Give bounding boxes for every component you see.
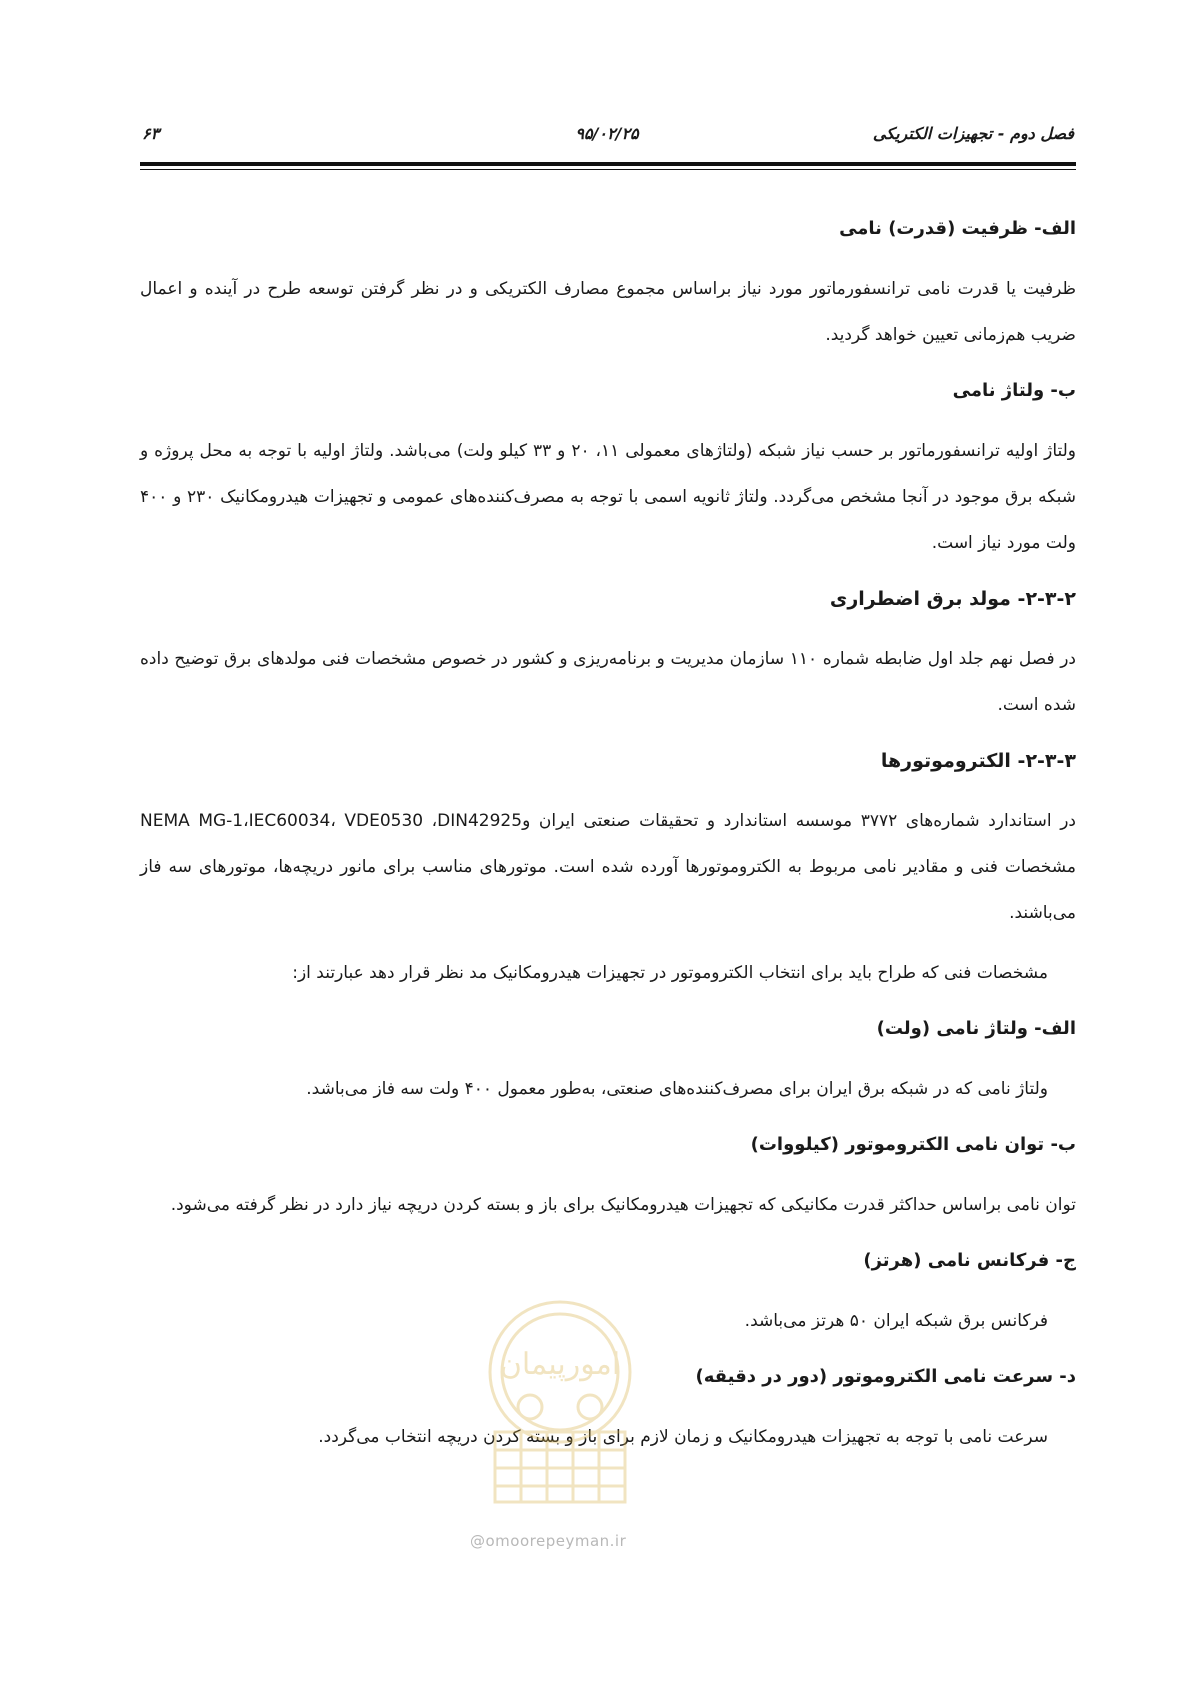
header-rule-thin (140, 169, 1076, 170)
paragraph-rated-voltage: ولتاژ اولیه ترانسفورماتور بر حسب نیاز شبکه (ولتاژهای معمولی ۱۱، ۲۰ و ۳۳ کیلو ولت) می‌باشد. ولتاژ اولیه با توجه به محل پروژه و شبکه برق موجود در آنجا مشخص می‌گردد. ولتاژ ثانویه اسمی با توجه به مصرف‌کننده‌های عمومی و تجهیزات هیدرومکانیک ۲۳۰ و ۴۰۰ ولت مورد نیاز است. (140, 441, 1077, 553)
heading-rated-capacity: الف- ظرفیت (قدرت) نامی (839, 218, 1076, 239)
paragraph-emergency-generator: در فصل نهم جلد اول ضابطه شماره ۱۱۰ سازمان مدیریت و برنامه‌ریزی و کشور در خصوص مشخصات فنی مولدهای برق توضیح داده شده است. (140, 649, 1076, 715)
paragraph-rated-power: توان نامی براساس حداکثر قدرت مکانیکی که تجهیزات هیدرومکانیک برای باز و بسته کردن دریچه نیاز دارد در نظر گرفته می‌شود. (170, 1195, 1076, 1215)
page-header (140, 124, 1074, 154)
heading-rated-frequency: ج- فرکانس نامی (هرتز) (863, 1250, 1076, 1271)
paragraph-rated-frequency: فرکانس برق شبکه ایران ۵۰ هرتز می‌باشد. (744, 1311, 1048, 1331)
chapter-title: فصل دوم - تجهیزات الکتریکی (872, 124, 1074, 143)
page-number: ۶۳ (142, 124, 160, 143)
heading-rated-speed: د- سرعت نامی الکتروموتور (دور در دقیقه) (695, 1366, 1076, 1387)
heading-rated-voltage: ب- ولتاژ نامی (952, 380, 1076, 401)
paragraph-rated-voltage-volt: ولتاژ نامی که در شبکه برق ایران برای مصرف‌کننده‌های صنعتی، به‌طور معمول ۴۰۰ ولت سه فاز می‌باشد. (306, 1079, 1048, 1099)
header-rule-thick (140, 162, 1076, 166)
revision-date: ۹۵/۰۲/۲۵ (575, 124, 639, 143)
heading-rated-voltage-volt: الف- ولتاژ نامی (ولت) (876, 1018, 1076, 1039)
watermark-logo-icon (455, 1282, 665, 1522)
heading-emergency-generator: ۲-۳-۲- مولد برق اضطراری (829, 588, 1076, 610)
paragraph-electromotor-specs: مشخصات فنی که طراح باید برای انتخاب الکتروموتور در تجهیزات هیدرومکانیک مد نظر قرار دهد عبارتند از: (292, 963, 1048, 983)
watermark-logo-text: امورپیمان (499, 1347, 621, 1382)
heading-electromotors: ۲-۳-۳- الکتروموتورها (880, 750, 1076, 772)
watermark-url: @omoorepeyman.ir (470, 1532, 627, 1550)
paragraph-electromotors: در استاندارد شماره‌های ۳۷۷۲ موسسه استاندارد و تحقیقات صنعتی ایران وNEMA MG-1،IEC60034، VDE0530 ،DIN42925 مشخصات فنی و مقادیر نامی مربوط به الکتروموتورها آورده شده است. موتورهای مناسب برای مانور دریچه‌ها، موتورهای سه فاز می‌باشند. (140, 811, 1076, 923)
paragraph-rated-capacity: ظرفیت یا قدرت نامی ترانسفورماتور مورد نیاز براساس مجموع مصارف الکتریکی و در نظر گرفتن توسعه طرح در آینده و اعمال ضریب هم‌زمانی تعیین خواهد گردید. (140, 279, 1076, 345)
paragraph-rated-speed: سرعت نامی با توجه به تجهیزات هیدرومکانیک و زمان لازم برای باز و بسته کردن دریچه انتخاب می‌گردد. (318, 1427, 1048, 1447)
heading-rated-power: ب- توان نامی الکتروموتور (کیلووات) (750, 1134, 1076, 1155)
